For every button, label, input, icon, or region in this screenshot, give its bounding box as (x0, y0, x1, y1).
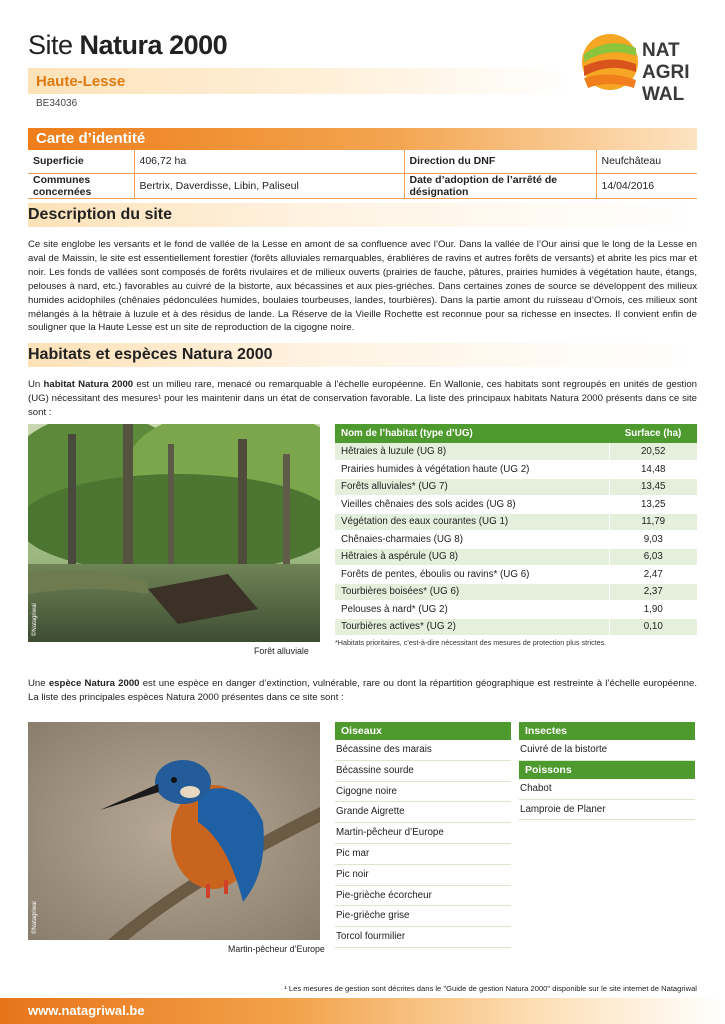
identity-key: Date d’adoption de l’arrêté de désignation (404, 173, 596, 198)
habitat-name: Végétation des eaux courantes (UG 1) (335, 513, 609, 531)
identity-key: Communes concernées (28, 173, 134, 198)
forest-photo-caption: Forêt alluviale (254, 646, 309, 656)
habitats-intro-end: est un milieu rare, menacé ou remarquable à l’échelle européenne. En Wallonie, ces habitats sont regroupés en unités de gestion (UG) nécessitant des mesures¹ pour les maintenir dans un état de conservation favorable. La liste des principaux habitats Natura 2000 présents dans ce site sont : (28, 379, 698, 418)
habitat-row (335, 478, 697, 496)
fish-list (519, 779, 695, 821)
bird-species-item: Pic noir (335, 865, 511, 886)
species-intro-end: est une espèce en danger d’extinction, vulnérable, rare ou dont la répartition géographique est restreinte à l’échelle européenne. La liste des principales espèces Natura 2000 présentes dans ce site sont : (28, 678, 697, 703)
habitat-row (335, 443, 697, 461)
bird-species-item: Torcol fourmilier (335, 927, 511, 948)
habitat-area: 2,37 (609, 583, 697, 601)
habitat-area: 13,45 (609, 478, 697, 496)
fish-species-item: Chabot (519, 779, 695, 800)
identity-key: Direction du DNF (404, 150, 596, 173)
kingfisher-photo-caption: Martin-pêcheur d’Europe (228, 944, 325, 954)
website-link[interactable]: www.natagriwal.be (28, 1003, 145, 1018)
habitat-row (335, 496, 697, 514)
bird-species-item: Pie-grièche grise (335, 906, 511, 927)
habitat-area: 1,90 (609, 601, 697, 619)
description-title: Description du site (28, 206, 173, 223)
habitat-row (335, 513, 697, 531)
habitat-row (335, 583, 697, 601)
species-intro-term: espèce Natura 2000 (48, 678, 140, 689)
kingfisher-photo (28, 722, 320, 940)
habitats-table (335, 424, 697, 636)
habitats-col-name: Nom de l’habitat (type d’UG) (335, 424, 609, 443)
forest-photo (28, 424, 320, 642)
habitat-row (335, 566, 697, 584)
habitat-name: Pelouses à nard* (UG 2) (335, 601, 609, 619)
identity-value: 14/04/2016 (596, 173, 697, 198)
habitat-row (335, 618, 697, 636)
bird-species-item: Pie-grièche écorcheur (335, 886, 511, 907)
identity-key: Superficie (28, 150, 134, 173)
bird-species-item: Martin-pêcheur d’Europe (335, 823, 511, 844)
habitat-area: 6,03 (609, 548, 697, 566)
description-text: Ce site englobe les versants et le fond de vallée de la Lesse en amont de sa confluence avec l’Our. Dans la vallée de l’Our ainsi que le long de la Lesse en aval de Maissin, le site est essentiellement forestier (forêts alluviales remarquables, érablières de ravins et autres forêts de versants) et abrite les pics mar et noir. Les fonds de vallées sont composés de forêts rivulaires et de milieux ouverts (prairies de fauche, pâtures, prairies humides à végétation haute, étangs, pelouses à nard, etc.) favorables au cuivré de la bistorte, aux bécassines et aux pies-grièches. Dans certaines zones de source se développent des milieux humides acidophiles (chênaies pédonculées humides, boulaies tourbeuses, landes, tourbières). Dans la partie amont du ruisseau d’Ornois, ces milieux sont mélangés à la hêtraie à luzule et à des résidus de lande. La Réserve de la Vieille Rochette est reconnue pour sa richesse en insectes. Il convient enfin de souligner que la Haute Lesse est un site de reproduction de la cigogne noire. (28, 239, 697, 334)
habitats-title: Habitats et espèces Natura 2000 (28, 346, 273, 363)
habitats-col-area: Surface (ha) (609, 424, 697, 443)
habitats-table-header (335, 424, 697, 443)
habitat-name: Forêts de pentes, éboulis ou ravins* (UG 6) (335, 566, 609, 584)
bird-species-item: Pic mar (335, 844, 511, 865)
site-code: BE34036 (36, 98, 78, 109)
habitat-name: Prairies humides à végétation haute (UG 2) (335, 461, 609, 479)
birds-column (335, 722, 511, 948)
species-intro-start: Une (28, 678, 49, 689)
habitat-area: 9,03 (609, 531, 697, 549)
fish-species-item: Lamproie de Planer (519, 800, 695, 821)
management-footnote: ¹ Les mesures de gestion sont décrites dans le "Guide de gestion Natura 2000" disponible sur le site internet de Natagriwal (284, 984, 697, 993)
birds-list (335, 740, 511, 948)
identity-value: 406,72 ha (134, 150, 404, 173)
habitats-intro (28, 378, 697, 420)
habitat-name: Chênaies-charmaies (UG 8) (335, 531, 609, 549)
fish-header: Poissons (519, 761, 695, 779)
bird-species-item: Cigogne noire (335, 782, 511, 803)
site-name: Haute-Lesse (36, 73, 126, 90)
identity-value: Bertrix, Daverdisse, Libin, Paliseul (134, 173, 404, 198)
species-intro (28, 677, 697, 705)
birds-header: Oiseaux (335, 722, 511, 740)
identity-title: Carte d’identité (36, 130, 146, 147)
insect-species-item: Cuivré de la bistorte (519, 740, 695, 761)
title-bold: Natura 2000 (79, 30, 228, 60)
habitats-table-body (335, 443, 697, 636)
logo-text-2: AGRI (642, 62, 690, 83)
insects-fish-column (519, 722, 695, 820)
habitat-row (335, 548, 697, 566)
page-title (28, 30, 227, 61)
habitat-name: Vieilles chênaies des sols acides (UG 8) (335, 496, 609, 514)
habitat-area: 0,10 (609, 618, 697, 636)
identity-row (28, 150, 697, 173)
bird-species-item: Grande Aigrette (335, 802, 511, 823)
insects-header: Insectes (519, 722, 695, 740)
insects-list (519, 740, 695, 761)
habitats-footnote: *Habitats prioritaires, c’est-à-dire nécessitant des mesures de protection plus strictes. (335, 638, 607, 647)
bird-species-item: Bécassine sourde (335, 761, 511, 782)
habitat-name: Hêtraies à luzule (UG 8) (335, 443, 609, 461)
habitats-intro-term: habitat Natura 2000 (43, 379, 134, 390)
habitat-name: Hêtraies à aspérule (UG 8) (335, 548, 609, 566)
habitats-intro-start: Un (28, 379, 44, 390)
identity-table (28, 150, 697, 199)
habitat-area: 20,52 (609, 443, 697, 461)
habitat-row (335, 531, 697, 549)
habitat-area: 13,25 (609, 496, 697, 514)
logo-text-3: WAL (642, 84, 685, 105)
habitat-name: Tourbières boisées* (UG 6) (335, 583, 609, 601)
bird-species-item: Bécassine des marais (335, 740, 511, 761)
habitat-row (335, 461, 697, 479)
habitat-area: 11,79 (609, 513, 697, 531)
identity-row (28, 173, 697, 198)
habitat-row (335, 601, 697, 619)
habitat-area: 2,47 (609, 566, 697, 584)
logo-text-1: NAT (642, 40, 680, 61)
kingfisher-photo-credit: ©Natagriwal (32, 901, 38, 934)
habitat-name: Forêts alluviales* (UG 7) (335, 478, 609, 496)
natagriwal-logo (580, 26, 700, 110)
identity-value: Neufchâteau (596, 150, 697, 173)
title-prefix: Site (28, 30, 73, 60)
habitat-area: 14,48 (609, 461, 697, 479)
habitat-name: Tourbières actives* (UG 2) (335, 618, 609, 636)
forest-photo-credit: ©Natagriwal (32, 603, 38, 636)
